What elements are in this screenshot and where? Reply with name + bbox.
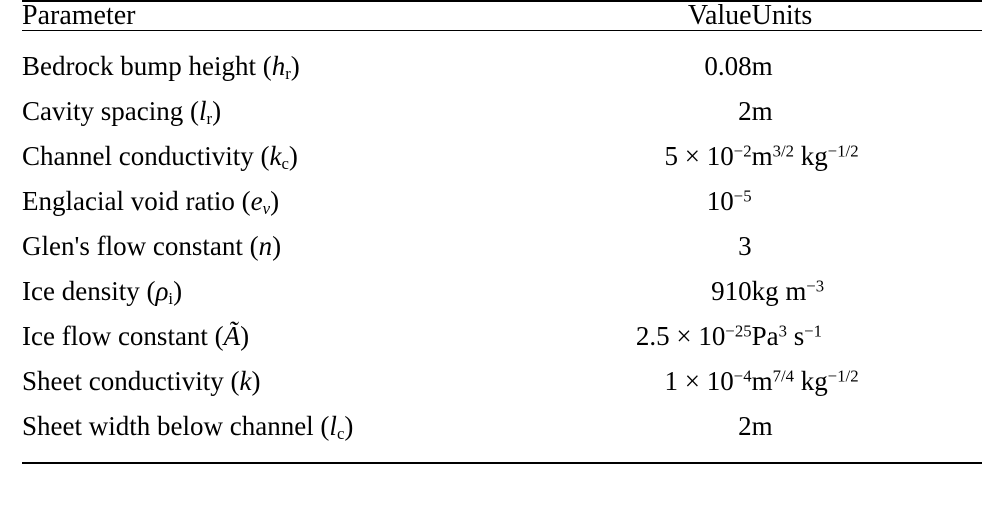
cell-units: m (751, 411, 773, 441)
value-mantissa: 1 (664, 366, 679, 396)
cell-value: 2 (738, 96, 752, 126)
cell-parameter: Ice density $(\rho_i)$ (22, 276, 183, 309)
value-mantissa: 5 (664, 141, 679, 171)
cell-units: Pa$^3$ $s^{-1}$ (751, 321, 823, 351)
cell-units: $m^{3/2}$ $kg^{-1/2}$ (751, 141, 859, 171)
cell-value: 910 (711, 276, 752, 306)
value-exponent: −5 (733, 186, 752, 206)
cell-parameter: Channel conductivity $(k_c)$ (22, 141, 298, 174)
header-row (22, 2, 982, 31)
cell-parameter: Englacial void ratio $(e_v)$ (22, 186, 280, 219)
cell-parameter: Cavity spacing $(l_r)$ (22, 96, 222, 129)
table-row (22, 314, 982, 359)
cell-units: m (751, 96, 773, 126)
table-row (22, 404, 982, 449)
cell-value: $1 \times 10^{-4}$ (664, 366, 752, 396)
cell-value: $5 \times 10^{-2}$ (664, 141, 752, 171)
cell-units (752, 179, 982, 224)
bottom-rule (22, 463, 982, 464)
table-row (22, 134, 982, 179)
cell-parameter: Bedrock bump height $(h_r)$ (22, 51, 300, 84)
cell-units (752, 224, 982, 269)
value-exponent: −25 (725, 321, 752, 341)
cell-value: 3 (738, 231, 752, 261)
cell-parameter: Ice flow constant (Ã) (22, 321, 250, 351)
cell-units: kg $m^{-3}$ (751, 276, 825, 306)
table-row (22, 224, 982, 269)
table-body (22, 44, 982, 464)
table-row (22, 269, 982, 314)
column-header-units: Units (751, 0, 813, 31)
cell-units: m (751, 51, 773, 81)
spacer (22, 31, 982, 44)
cell-value: $10^{-5}$ (706, 186, 752, 216)
cell-parameter: Sheet conductivity (k) (22, 366, 261, 396)
column-header-value: Value (687, 0, 752, 31)
table-row (22, 179, 982, 224)
cell-units: $m^{7/4}$ $kg^{-1/2}$ (751, 366, 859, 396)
table-row (22, 44, 982, 89)
spacer (22, 449, 982, 463)
cell-value: 0.08 (704, 51, 752, 81)
value-exponent: −2 (733, 141, 752, 161)
table-header (22, 1, 982, 44)
parameter-table (22, 0, 982, 464)
value-mantissa: 2.5 (635, 321, 670, 351)
column-header-parameter: Parameter (22, 0, 136, 31)
table-row (22, 359, 982, 404)
cell-value: 2 (738, 411, 752, 441)
value-exponent: −4 (733, 366, 752, 386)
cell-value: $2.5 \times 10^{-25}$ (635, 321, 752, 351)
cell-parameter: Sheet width below channel $(l_c)$ (22, 411, 354, 444)
table-row (22, 89, 982, 134)
cell-parameter: Glen's flow constant (n) (22, 231, 282, 261)
